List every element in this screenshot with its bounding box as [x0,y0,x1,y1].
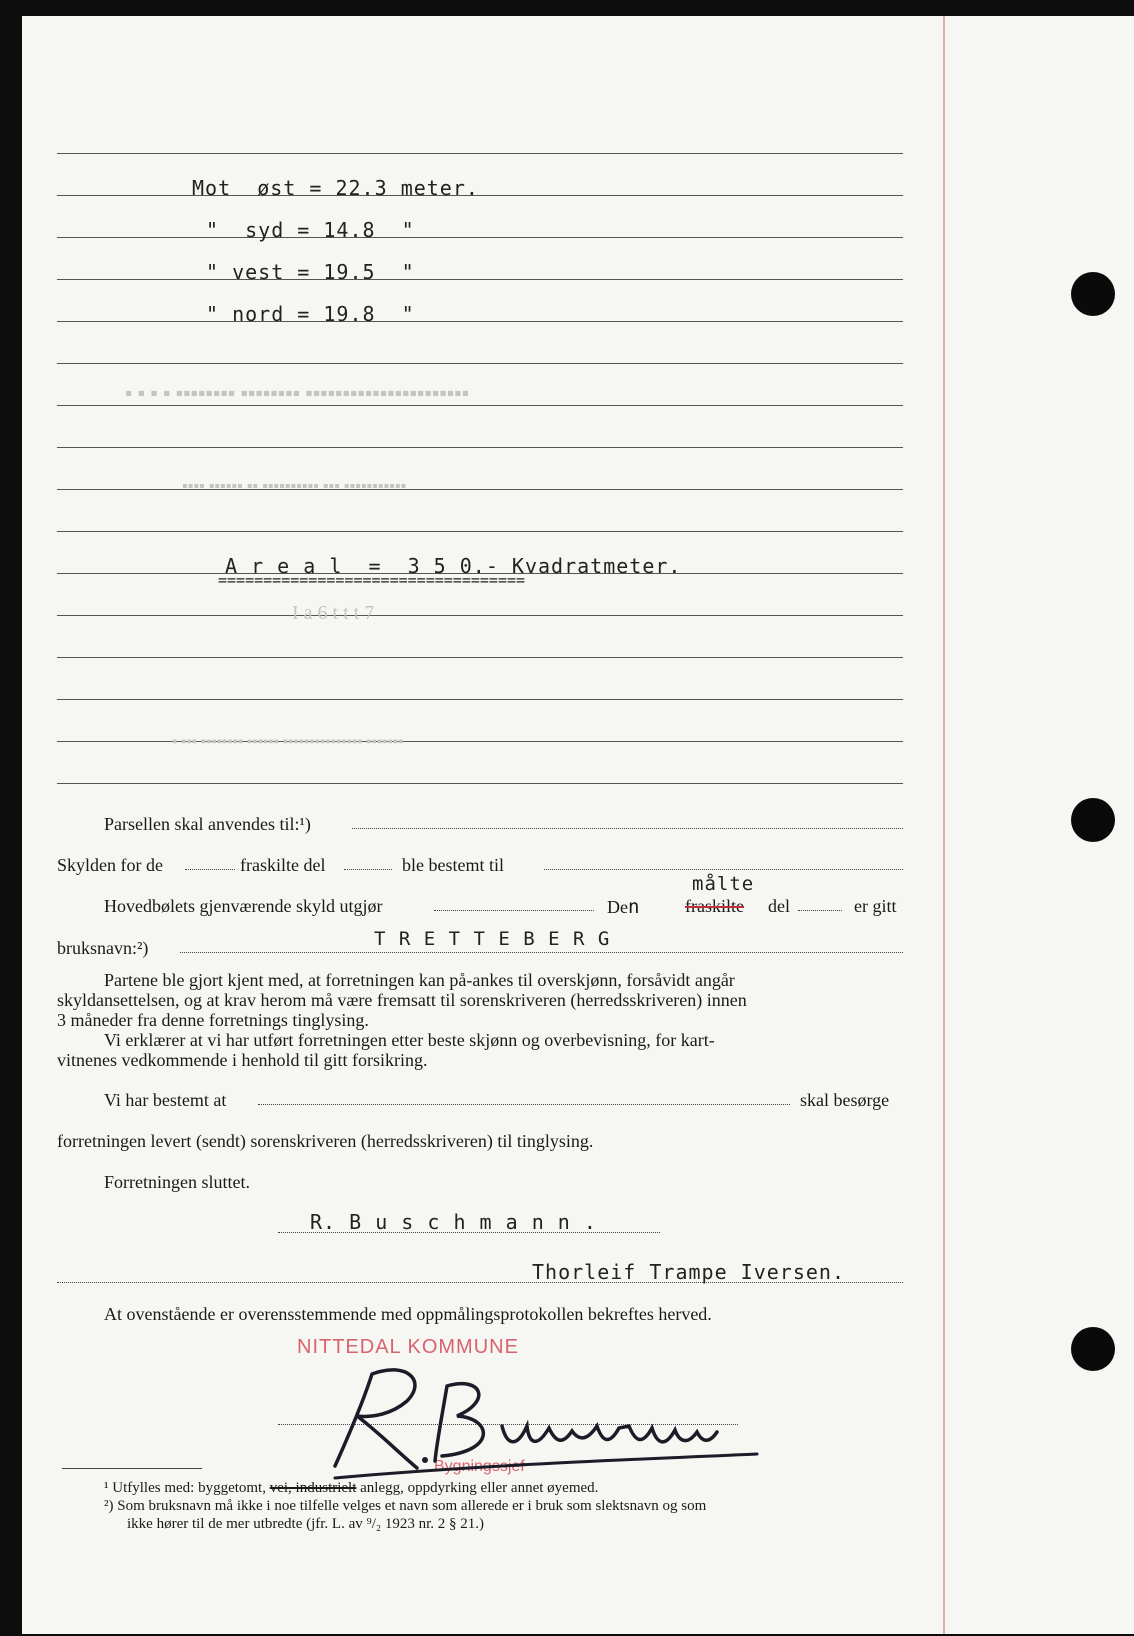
footnote-2: ²) Som bruksnavn må ikke i noe tilfelle velges et navn som allerede er i bruk som slektsnavn og som [104,1498,707,1514]
paragraph-line: Partene ble gjort kjent med, at forretningen kan på-ankes til overskjønn, forsåvidt angår [104,970,735,990]
paragraph-line: Vi erklærer at vi har utført forretningen etter beste skjønn og overbevisning, for kart- [104,1030,715,1050]
skylden-label-b: fraskilte del [240,855,326,875]
bleed-through-mark: I a 6 t t t 7 [292,602,375,624]
ruled-line [57,237,903,238]
del-label: del [768,896,790,916]
area-underline: ================================== [218,571,526,589]
fraskilte-struck: fraskilte [685,896,744,916]
ruled-line [57,447,903,448]
bleed-through-mark: ▪ ▪ ▪ ▪ ▪▪▪▪▪▪▪▪ ▪▪▪▪▪▪▪▪ ▪▪▪▪▪▪▪▪▪▪▪▪▪▪▪▪▪▪▪▪▪▪ [125,381,470,405]
skylden-label-c: ble bestemt til [402,855,504,875]
hovedbol-label: Hovedbølets gjenværende skyld utgjør [104,896,383,916]
measurement-row: Mot øst = 22.3 meter. [192,176,479,200]
bestemt-label: Vi har bestemt at [104,1090,227,1110]
malte-correction: målte [692,873,755,895]
stamp-title: Bygningssjef [434,1458,525,1475]
typed-signature: Thorleif Trampe Iversen. [532,1260,845,1284]
parsellen-field [352,828,903,829]
margin-rule [943,16,945,1634]
measurement-row: " vest = 19.5 " [206,260,415,284]
measurement-row: " nord = 19.8 " [206,302,415,326]
bestemt-field [258,1104,790,1105]
skylden-value-field [544,869,903,870]
punch-hole [1071,1327,1115,1371]
footnote-2-continued: ikke hører til de mer utbredte (jfr. L. av ⁹/₂ 1923 nr. 2 § 21.) [127,1516,485,1532]
area-line: A r e a l = 3 5 0.- Kvadratmeter. [225,554,682,578]
ruled-line [57,531,903,532]
besorge-label: skal besørge [800,1090,890,1110]
hovedbol-field [434,910,594,911]
bruksnavn-field [180,952,903,953]
punch-hole [1071,272,1115,316]
handwritten-signature [317,1356,767,1486]
skylden-label-a: Skylden for de [57,855,163,875]
bleed-through-mark: ▪ ▪▪▪ ▪▪▪▪▪▪▪▪ ▪▪▪▪▪▪ ▪▪▪▪▪▪▪▪▪▪▪▪▪▪▪ ▪▪▪▪▪▪▪ [172,734,404,750]
footnote-divider [62,1468,202,1469]
ruled-line [57,153,903,154]
measurement-row: " syd = 14.8 " [206,218,415,242]
bruksnavn-label: bruksnavn:²) [57,938,149,958]
levert-label: forretningen levert (sendt) sorenskriveren (herredsskriveren) til tinglysing. [57,1131,594,1151]
skylden-field-a [185,869,235,870]
ruled-line [57,363,903,364]
ruled-line [57,615,903,616]
signature-line [278,1232,660,1233]
certification-text: At ovenstående er overensstemmende med oppmålingsprotokollen bekreftes herved. [104,1304,712,1324]
den-label: Den [607,896,640,918]
ruled-line [57,783,903,784]
del-field [798,910,842,911]
ruled-line [57,279,903,280]
ruled-line [57,321,903,322]
paragraph-line: skyldansettelsen, og at krav herom må være fremsatt til sorenskriveren (herredsskriveren) innen [57,990,747,1010]
municipality-stamp: NITTEDAL KOMMUNE [297,1336,519,1358]
ruled-line [57,657,903,658]
ruled-line [57,699,903,700]
skylden-field-b [344,869,392,870]
punch-hole [1071,798,1115,842]
paragraph-line: 3 måneder fra denne forretnings tinglysing. [57,1010,369,1030]
bleed-through-mark: ▪▪▪▪ ▪▪▪▪▪▪ ▪▪ ▪▪▪▪▪▪▪▪▪▪ ▪▪▪ ▪▪▪▪▪▪▪▪▪▪▪ [182,478,407,495]
parsellen-label: Parsellen skal anvendes til:¹) [104,814,311,834]
bruksnavn-value: T R E T T E B E R G [374,928,611,950]
er-gitt-label: er gitt [854,896,897,916]
document-page [22,16,1134,1634]
sluttet-label: Forretningen sluttet. [104,1172,250,1192]
ruled-line [57,195,903,196]
footnote-1: ¹ Utfylles med: byggetomt, vei, industrielt anlegg, oppdyrking eller annet øyemed. [104,1480,599,1496]
typed-signature: R. B u s c h m a n n . [310,1210,597,1234]
paragraph-line: vitnenes vedkommende i henhold til gitt forsikring. [57,1050,428,1070]
